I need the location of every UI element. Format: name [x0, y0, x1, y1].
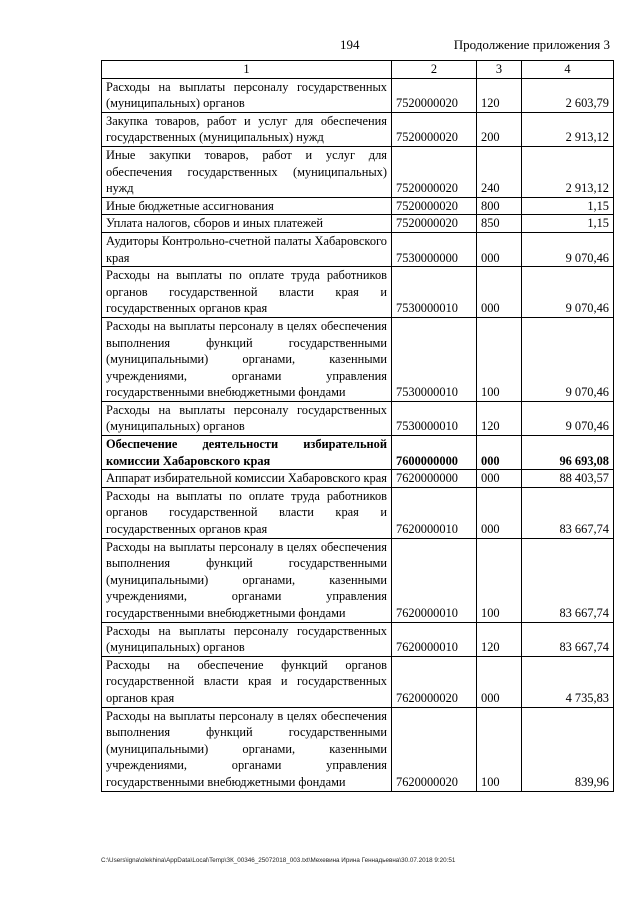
row-amount-cell: 83 667,74 [522, 487, 614, 538]
row-name-cell: Закупка товаров, работ и услуг для обеспечения государственных (муниципальных) нужд [102, 112, 392, 146]
row-type-cell: 000 [477, 656, 522, 707]
row-amount-cell: 2 913,12 [522, 146, 614, 197]
row-amount-cell: 1,15 [522, 197, 614, 215]
table-row [102, 622, 614, 656]
table-row [102, 197, 614, 215]
row-type-cell: 100 [477, 317, 522, 401]
table-header-row [102, 61, 614, 79]
table-row [102, 470, 614, 488]
row-amount-cell: 9 070,46 [522, 401, 614, 435]
row-type-cell: 000 [477, 436, 522, 470]
row-code-cell: 7520000020 [392, 215, 477, 233]
column-header-2: 2 [392, 61, 477, 79]
budget-table [101, 60, 614, 792]
row-code-cell: 7530000010 [392, 267, 477, 318]
row-amount-cell: 9 070,46 [522, 267, 614, 318]
row-type-cell: 000 [477, 267, 522, 318]
row-code-cell: 7530000000 [392, 232, 477, 266]
row-name-cell: Расходы на выплаты персоналу в целях обеспечения выполнения функций государственными (муниципальными) органами, казенными учреждениями, органами управления государственными внебюджетными фондами [102, 317, 392, 401]
row-type-cell: 240 [477, 146, 522, 197]
row-code-cell: 7530000010 [392, 317, 477, 401]
table-row [102, 78, 614, 112]
row-type-cell: 000 [477, 232, 522, 266]
table-row [102, 267, 614, 318]
row-amount-cell: 2 913,12 [522, 112, 614, 146]
continuation-heading: Продолжение приложения 3 [453, 37, 610, 52]
table-row [102, 232, 614, 266]
row-amount-cell: 839,96 [522, 707, 614, 791]
footer-file-path: C:\Users\igna\olekhina\AppData\Local\Temp\ЗК_00346_25072018_003.txt\Мехевина Ирина Геннадьевна\30.07.2018 9:20:51 [101, 857, 456, 864]
row-type-cell: 000 [477, 470, 522, 488]
row-code-cell: 7520000020 [392, 197, 477, 215]
row-name-cell: Аудиторы Контрольно-счетной палаты Хабаровского края [102, 232, 392, 266]
row-type-cell: 120 [477, 78, 522, 112]
row-amount-cell: 96 693,08 [522, 436, 614, 470]
row-amount-cell: 4 735,83 [522, 656, 614, 707]
table-row [102, 436, 614, 470]
row-code-cell: 7620000010 [392, 622, 477, 656]
row-code-cell: 7520000020 [392, 112, 477, 146]
row-code-cell: 7620000020 [392, 707, 477, 791]
row-amount-cell: 83 667,74 [522, 538, 614, 622]
row-amount-cell: 1,15 [522, 215, 614, 233]
row-amount-cell: 2 603,79 [522, 78, 614, 112]
row-name-cell: Расходы на выплаты персоналу в целях обеспечения выполнения функций государственными (муниципальными) органами, казенными учреждениями, органами управления государственными внебюджетными фондами [102, 707, 392, 791]
row-type-cell: 120 [477, 401, 522, 435]
row-name-cell: Расходы на выплаты персоналу государственных (муниципальных) органов [102, 78, 392, 112]
row-name-cell: Иные закупки товаров, работ и услуг для обеспечения государственных (муниципальных) нужд [102, 146, 392, 197]
column-header-3: 3 [477, 61, 522, 79]
row-code-cell: 7620000020 [392, 656, 477, 707]
row-name-cell: Обеспечение деятельности избирательной комиссии Хабаровского края [102, 436, 392, 470]
row-name-cell: Расходы на выплаты по оплате труда работников органов государственной власти края и государственных органов края [102, 487, 392, 538]
row-code-cell: 7520000020 [392, 78, 477, 112]
row-type-cell: 200 [477, 112, 522, 146]
row-amount-cell: 88 403,57 [522, 470, 614, 488]
row-name-cell: Расходы на выплаты персоналу государственных (муниципальных) органов [102, 622, 392, 656]
row-amount-cell: 9 070,46 [522, 232, 614, 266]
table-row [102, 656, 614, 707]
row-type-cell: 850 [477, 215, 522, 233]
row-code-cell: 7600000000 [392, 436, 477, 470]
table-row [102, 487, 614, 538]
row-amount-cell: 83 667,74 [522, 622, 614, 656]
table-row [102, 112, 614, 146]
row-type-cell: 100 [477, 707, 522, 791]
page-number: 194 [340, 37, 360, 52]
table-row [102, 215, 614, 233]
row-type-cell: 100 [477, 538, 522, 622]
table-row [102, 538, 614, 622]
row-code-cell: 7620000010 [392, 487, 477, 538]
row-name-cell: Иные бюджетные ассигнования [102, 197, 392, 215]
row-code-cell: 7620000010 [392, 538, 477, 622]
table-row [102, 146, 614, 197]
table-row [102, 707, 614, 791]
table-row [102, 317, 614, 401]
row-type-cell: 120 [477, 622, 522, 656]
row-code-cell: 7520000020 [392, 146, 477, 197]
row-code-cell: 7620000000 [392, 470, 477, 488]
row-name-cell: Расходы на обеспечение функций органов государственной власти края и государственных органов края [102, 656, 392, 707]
row-name-cell: Расходы на выплаты персоналу в целях обеспечения выполнения функций государственными (муниципальными) органами, казенными учреждениями, органами управления государственными внебюджетными фондами [102, 538, 392, 622]
row-code-cell: 7530000010 [392, 401, 477, 435]
row-amount-cell: 9 070,46 [522, 317, 614, 401]
column-header-4: 4 [522, 61, 614, 79]
row-name-cell: Расходы на выплаты по оплате труда работников органов государственной власти края и государственных органов края [102, 267, 392, 318]
row-name-cell: Расходы на выплаты персоналу государственных (муниципальных) органов [102, 401, 392, 435]
column-header-1: 1 [102, 61, 392, 79]
row-name-cell: Уплата налогов, сборов и иных платежей [102, 215, 392, 233]
row-name-cell: Аппарат избирательной комиссии Хабаровского края [102, 470, 392, 488]
row-type-cell: 000 [477, 487, 522, 538]
table-row [102, 401, 614, 435]
row-type-cell: 800 [477, 197, 522, 215]
